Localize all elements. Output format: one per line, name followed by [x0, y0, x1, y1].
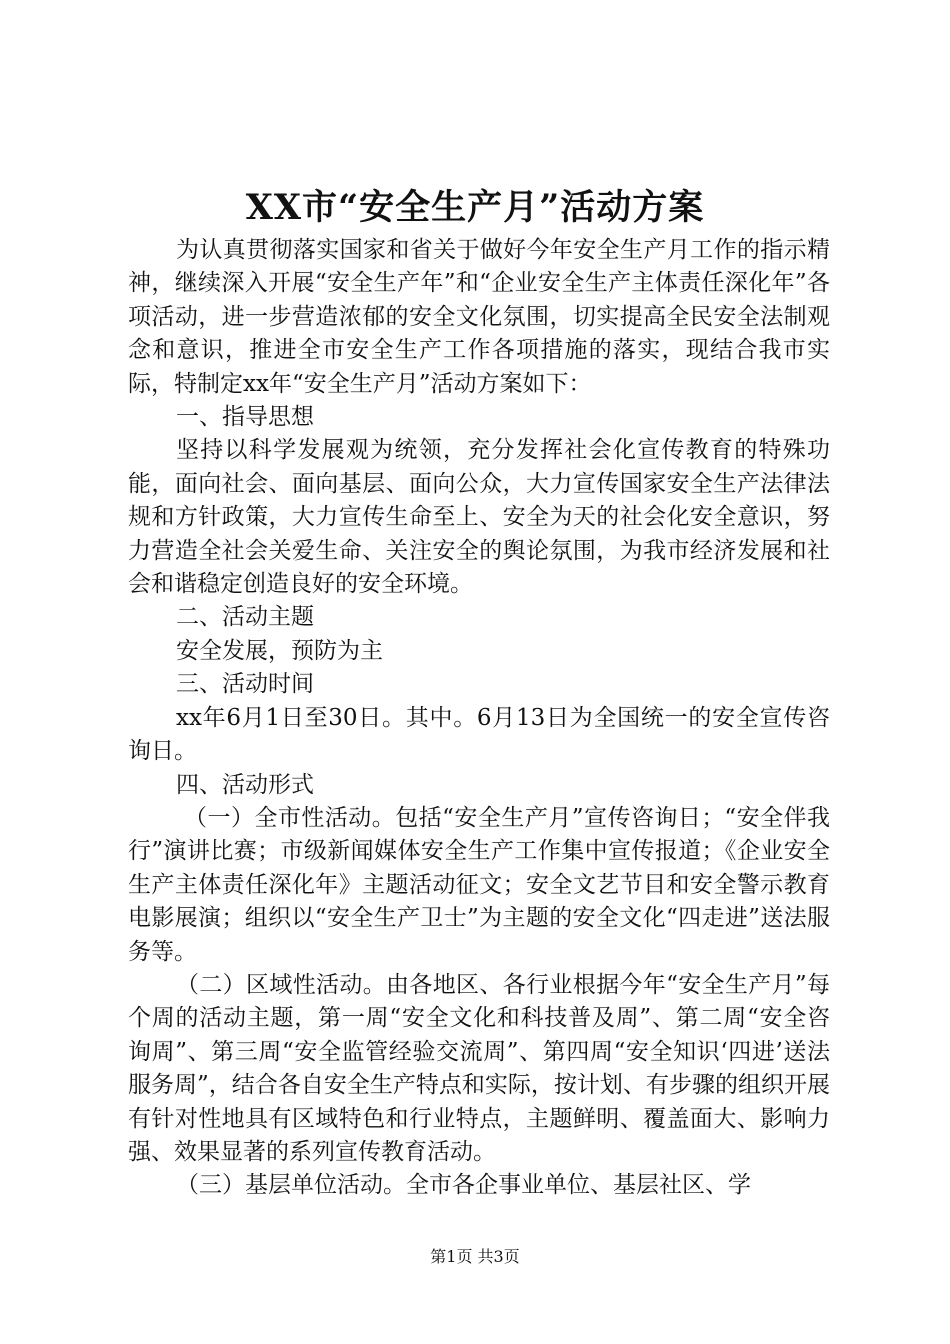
activity-theme-paragraph: 安全发展，预防为主: [176, 637, 383, 664]
section-heading-activity-form: 四、活动形式: [176, 771, 314, 798]
section-heading-activity-theme: 二、活动主题: [176, 604, 314, 631]
grassroots-activities-paragraph: （三）基层单位活动。全市各企事业单位、基层社区、学: [176, 1172, 751, 1199]
regional-activities-paragraph: （二）区域性活动。由各地区、各行业根据今年“安全生产月”每个周的活动主题，第一周“安全文化和科技普及周”、第二周“安全咨询周”、第三周“安全监管经验交流周”、第四周“安全知识‘四进’送法服务周”，结合各自安全生产特点和实际，按计划、有步骤的组织开展有针对性地具有区域特色和行业特点，主题鲜明、覆盖面大、影响力强、效果显著的系列宣传教育活动。: [128, 971, 830, 1165]
document-title: XX市“安全生产月”活动方案: [245, 187, 705, 228]
document-body: [128, 234, 830, 1203]
citywide-activities-paragraph: （一）全市性活动。包括“安全生产月”宣传咨询日；“安全伴我行”演讲比赛；市级新闻媒体安全生产工作集中宣传报道；《企业安全生产主体责任深化年》主题活动征文；安全文艺节目和安全警示教育电影展演；组织以“安全生产卫士”为主题的安全文化“四走进”送法服务等。: [128, 804, 830, 965]
section-heading-activity-time: 三、活动时间: [176, 671, 314, 698]
guiding-ideology-paragraph: 坚持以科学发展观为统领，充分发挥社会化宣传教育的特殊功能，面向社会、面向基层、面向公众，大力宣传国家安全生产法律法规和方针政策，大力宣传生命至上、安全为天的社会化安全意识，努力营造全社会关爱生命、关注安全的舆论氛围，为我市经济发展和社会和谐稳定创造良好的安全环境。: [128, 437, 830, 598]
intro-paragraph: 为认真贯彻落实国家和省关于做好今年安全生产月工作的指示精神，继续深入开展“安全生产年”和“企业安全生产主体责任深化年”各项活动，进一步营造浓郁的安全文化氛围，切实提高全民安全法制观念和意识，推进全市安全生产工作各项措施的落实，现结合我市实际，特制定xx年“安全生产月”活动方案如下：: [128, 237, 830, 397]
section-heading-guiding-ideology: 一、指导思想: [176, 404, 314, 431]
activity-time-paragraph: xx年6月1日至30日。其中。6月13日为全国统一的安全宣传咨询日。: [128, 704, 830, 765]
page-footer: 第1页 共3页: [430, 1247, 520, 1266]
